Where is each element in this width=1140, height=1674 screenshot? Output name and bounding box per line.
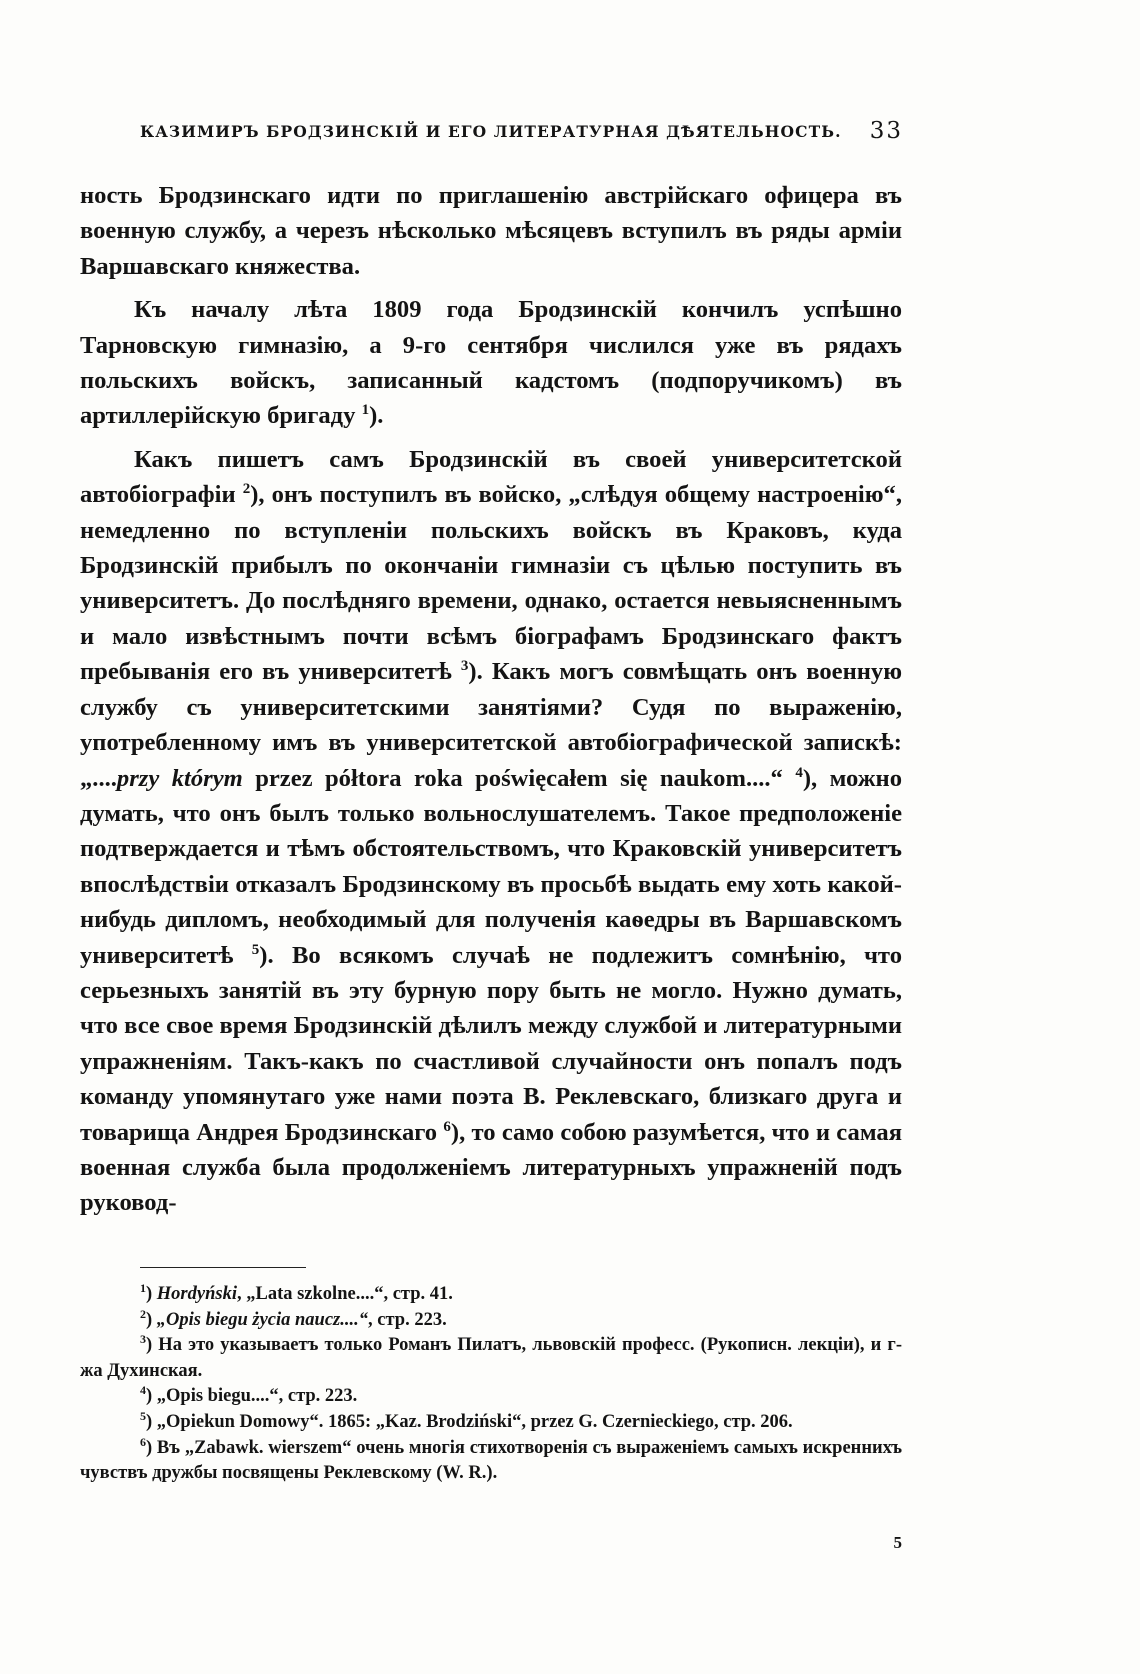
footnote-5: $^5$) „Opiekun Domowy“. 1865: „Kaz. Brodziński“, przez G. Czernieckiego, стр. 206.: [140, 1408, 793, 1432]
footnote-4: $^4$) „Opis biegu....“, стр. 223.: [140, 1383, 358, 1407]
footnote-divider: [140, 1267, 306, 1268]
footnote-ref-6[interactable]: 6: [443, 1118, 451, 1135]
running-title: КАЗИМИРЪ БРОДЗИНСКІЙ И ЕГО ЛИТЕРАТУРНАЯ ДѢЯТЕЛЬНОСТЬ.: [140, 122, 842, 141]
footnote-ref-4[interactable]: 4: [795, 764, 803, 781]
footnote-3: $^3$) На это указываетъ только Романъ Пилатъ, львовскій професс. (Рукописн. лекціи), и г-жа Духинская.: [80, 1332, 902, 1381]
footnotes: [80, 1282, 902, 1487]
paragraph-3: Какъ пишетъ самъ Бродзинскій въ своей университетской автобіографіи $^2$), онъ поступилъ въ войско, „слѣдуя общему настроенію“, немедленно по вступленіи польскихъ войскъ въ Краковъ, куда Бродзинскій прибылъ по окончаніи гимназіи съ цѣлью поступить въ университетъ. До послѣдняго времени, однако, остается невыясненнымъ и мало извѣстнымъ почти всѣмъ біографамъ Бродзинскаго фактъ пребыванія его въ университетѣ $^3$). Какъ могъ совмѣщать онъ военную службу съ университетскими занятіями? Судя по выраженію, употребленному имъ въ университетской автобіографической запискѣ: „....przy którym przez półtora roka poświęcałem się naukom....“ $^4$), можно думать, что онъ былъ только вольнослушателемъ. Такое предположеніе подтверждается и тѣмъ обстоятельствомъ, что Краковскій университетъ впослѣдствіи отказалъ Бродзинскому въ просьбѣ выдать ему хоть какой-нибудь дипломъ, необходимый для полученія каѳедры въ Варшавскомъ университетѣ $^5$). Во всякомъ случаѣ не подлежитъ сомнѣнію, что серьезныхъ занятій въ эту бурную пору быть не могло. Нужно думать, что все свое время Бродзинскій дѣлилъ между службой и литературными упражненіям. Такъ-какъ по счастливой случайности онъ попалъ подъ команду упомянутаго уже нами поэта В. Реклевскаго, близкаго друга и товарища Андрея Бродзинскаго $^6$), то само собою разумѣется, что и самая военная служба была продолженіемъ литературныхъ упражненій подъ руковод-: [80, 445, 903, 1217]
footnote-1: $^1$) Hordyński, „Lata szkolne....“, стр. 41.: [140, 1281, 453, 1304]
footnote-ref-1[interactable]: 1: [361, 402, 370, 419]
page-number: 33: [869, 118, 903, 144]
footnote-2: $^2$) „Opis biegu życia naucz....“, стр. 223.: [140, 1306, 447, 1330]
footnote-ref-2[interactable]: 2: [242, 481, 251, 498]
paragraph-2: Къ началу лѣта 1809 года Бродзинскій кончилъ успѣшно Тарновскую гимназію, а 9-го сентября числился уже въ рядахъ польскихъ войскъ, записанный кадстомъ (подпоручикомъ) въ артиллерійскую бригаду $^1$).: [80, 296, 902, 430]
main-text: [80, 178, 902, 1221]
running-header: [140, 118, 903, 148]
footnote-6: $^6$) Въ „Zabawk. wierszem“ очень многія стихотворенія съ выраженіемъ самыхъ искреннихъ чувствъ дружбы посвящены Реклевскому (W. R.).: [80, 1434, 902, 1484]
footnote-ref-3[interactable]: 3: [460, 658, 469, 675]
paragraph-continuation: ность Бродзинскаго идти по приглашенію австрійскаго офицера въ военную службу, а черезъ нѣсколько мѣсяцевъ вступилъ въ ряды арміи Варшавскаго княжества.: [80, 182, 902, 280]
footnote-ref-5[interactable]: 5: [251, 941, 260, 958]
sheet-signature: 5: [893, 1533, 902, 1552]
italic-quote: przy którym: [116, 764, 243, 792]
